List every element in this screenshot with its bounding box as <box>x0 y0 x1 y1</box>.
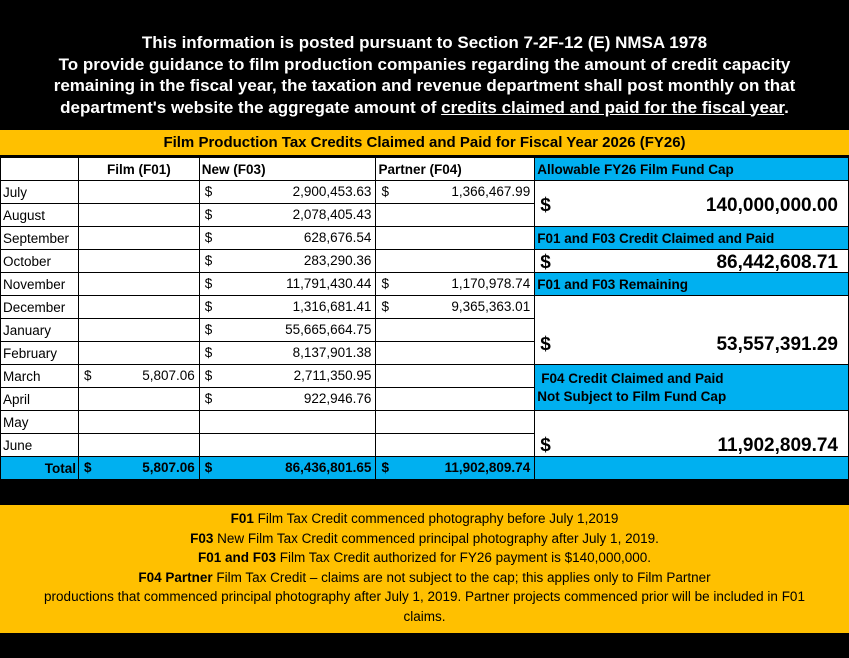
table-row <box>1 411 849 434</box>
new-cell-value: 11,791,430.44 <box>286 276 372 291</box>
total-film-cell <box>78 457 199 480</box>
total-new-value: 86,436,801.65 <box>285 460 372 475</box>
table-row <box>1 250 849 273</box>
page-header <box>0 32 849 118</box>
footer-f01-text: Film Tax Credit commenced photography before July 1,2019 <box>253 511 619 526</box>
partner-cell <box>376 227 535 250</box>
footer-f04-text-1: Film Tax Credit – claims are not subject to the cap; this applies only to Film Partner <box>212 569 711 585</box>
currency-symbol: $ <box>204 230 213 245</box>
new-cell-value: 2,711,350.95 <box>293 368 372 383</box>
partner-cell <box>376 342 535 365</box>
new-cell <box>199 411 376 434</box>
total-side-filler <box>535 457 849 480</box>
month-cell: November <box>1 273 79 296</box>
new-cell <box>199 227 376 250</box>
film-cell <box>78 365 199 388</box>
new-cell <box>199 342 376 365</box>
table-row <box>1 273 849 296</box>
cap-label: Allowable FY26 Film Fund Cap <box>535 158 849 181</box>
header-line-4-suffix: . <box>784 97 789 117</box>
partner-cell <box>376 204 535 227</box>
new-cell <box>199 273 376 296</box>
currency-symbol: $ <box>540 195 551 216</box>
f04-value-amount: 11,902,809.74 <box>717 435 838 456</box>
total-label: Total <box>1 457 79 480</box>
film-cell <box>78 434 199 457</box>
new-cell-value: 628,676.54 <box>303 230 372 245</box>
total-partner-cell <box>376 457 535 480</box>
f04-value <box>535 411 849 457</box>
footer-note-f04-end: claims. <box>403 608 446 624</box>
partner-cell <box>376 250 535 273</box>
currency-symbol: $ <box>540 435 551 456</box>
footer-note-f01f03 <box>0 548 849 568</box>
new-cell <box>199 365 376 388</box>
new-cell <box>199 181 376 204</box>
footer-note-f01 <box>0 509 849 529</box>
partner-cell <box>376 411 535 434</box>
month-header-cell <box>1 158 79 181</box>
claimed-label: F01 and F03 Credit Claimed and Paid <box>535 227 849 250</box>
partner-cell <box>376 365 535 388</box>
footer-note-f04 <box>0 568 849 588</box>
header-line-4-underlined: credits claimed and paid for the fiscal year <box>441 97 785 117</box>
table-row <box>1 365 849 388</box>
new-cell <box>199 319 376 342</box>
currency-symbol: $ <box>204 322 213 337</box>
f04-label-line-2: Not Subject to Film Fund Cap <box>537 388 727 404</box>
partner-cell <box>376 181 535 204</box>
currency-symbol: $ <box>204 207 213 222</box>
partner-cell <box>376 296 535 319</box>
new-cell <box>199 250 376 273</box>
film-cell <box>78 250 199 273</box>
film-cell <box>78 411 199 434</box>
currency-symbol: $ <box>204 391 213 406</box>
currency-symbol: $ <box>83 460 92 475</box>
film-cell <box>78 227 199 250</box>
remaining-value <box>535 296 849 365</box>
currency-symbol: $ <box>381 299 389 314</box>
film-cell <box>78 296 199 319</box>
f04-label-line-1: F04 Credit Claimed and Paid <box>541 370 724 386</box>
month-cell: June <box>1 434 79 457</box>
claimed-value-amount: 86,442,608.71 <box>716 252 838 273</box>
new-cell-value: 8,137,901.38 <box>292 345 372 360</box>
footer-f01f03-label: F01 and F03 <box>198 550 277 565</box>
new-cell <box>199 296 376 319</box>
footer-note-f03 <box>0 529 849 549</box>
currency-symbol: $ <box>204 299 213 314</box>
total-film-value: 5,807.06 <box>142 460 195 475</box>
partner-cell <box>376 273 535 296</box>
currency-symbol: $ <box>83 368 92 383</box>
currency-symbol: $ <box>381 460 389 475</box>
partner-cell <box>376 319 535 342</box>
film-cell-value: 5,807.06 <box>142 368 195 383</box>
month-cell: April <box>1 388 79 411</box>
film-cell <box>78 204 199 227</box>
currency-symbol: $ <box>540 252 551 273</box>
currency-symbol: $ <box>381 184 389 199</box>
footer-f01f03-text: Film Tax Credit authorized for FY26 payment is $140,000,000. <box>276 550 651 565</box>
total-row <box>1 457 849 480</box>
partner-cell-value: 1,366,467.99 <box>451 184 531 199</box>
total-new-cell <box>199 457 376 480</box>
partner-column-header: Partner (F04) <box>376 158 535 181</box>
partner-cell <box>376 434 535 457</box>
month-cell: January <box>1 319 79 342</box>
currency-symbol: $ <box>204 276 213 291</box>
film-column-header: Film (F01) <box>78 158 199 181</box>
currency-symbol: $ <box>204 460 213 475</box>
new-cell <box>199 204 376 227</box>
film-cell <box>78 181 199 204</box>
month-cell: May <box>1 411 79 434</box>
partner-cell-value: 1,170,978.74 <box>451 276 531 291</box>
new-cell-value: 922,946.76 <box>303 391 372 406</box>
partner-cell-value: 9,365,363.01 <box>451 299 531 314</box>
footer-notes <box>0 505 849 633</box>
footer-f03-text: New Film Tax Credit commenced principal photography after July 1, 2019. <box>213 530 659 546</box>
film-cell <box>78 342 199 365</box>
footer-f03-label: F03 <box>190 530 214 546</box>
header-line-4 <box>0 97 849 119</box>
currency-symbol: $ <box>204 184 213 199</box>
currency-symbol: $ <box>204 253 213 268</box>
currency-symbol: $ <box>540 334 551 355</box>
month-cell: March <box>1 365 79 388</box>
table-title: Film Production Tax Credits Claimed and Paid for Fiscal Year 2026 (FY26) <box>0 129 849 156</box>
footer-f01-label: F01 <box>230 511 254 526</box>
column-header-row <box>1 158 849 181</box>
remaining-label: F01 and F03 Remaining <box>535 273 849 296</box>
new-column-header: New (F03) <box>199 158 376 181</box>
month-cell: February <box>1 342 79 365</box>
film-cell <box>78 273 199 296</box>
header-line-3: remaining in the fiscal year, the taxation and revenue department shall post monthly on that <box>53 76 796 95</box>
new-cell-value: 2,078,405.43 <box>292 207 372 222</box>
footer-f04-label: F04 Partner <box>138 569 213 585</box>
currency-symbol: $ <box>204 368 213 383</box>
header-line-1: This information is posted pursuant to Section 7-2F-12 (E) NMSA 1978 <box>141 33 708 52</box>
f04-label <box>535 365 849 411</box>
total-partner-value: 11,902,809.74 <box>444 460 531 475</box>
film-cell <box>78 319 199 342</box>
month-cell: December <box>1 296 79 319</box>
new-cell-value: 283,290.36 <box>303 253 372 268</box>
cap-value-amount: 140,000,000.00 <box>705 195 838 216</box>
film-cell <box>78 388 199 411</box>
new-cell-value: 2,900,453.63 <box>292 184 372 199</box>
remaining-value-amount: 53,557,391.29 <box>716 334 838 355</box>
header-line-2: To provide guidance to film production companies regarding the amount of credit capacity <box>58 54 791 74</box>
credits-table <box>0 157 849 480</box>
table-row <box>1 227 849 250</box>
new-cell-value: 1,316,681.41 <box>292 299 372 314</box>
currency-symbol: $ <box>381 276 389 291</box>
month-cell: July <box>1 181 79 204</box>
table-row <box>1 296 849 319</box>
month-cell: October <box>1 250 79 273</box>
cap-value <box>535 181 849 227</box>
new-cell-value: 55,665,664.75 <box>285 322 372 337</box>
header-line-4-prefix: department's website the aggregate amount of <box>60 97 442 117</box>
month-cell: August <box>1 204 79 227</box>
footer-note-f04-cont: productions that commenced principal photography after July 1, 2019. Partner projects commenced prior will be included in F01 <box>44 589 805 604</box>
claimed-value <box>535 250 849 273</box>
new-cell <box>199 434 376 457</box>
partner-cell <box>376 388 535 411</box>
table-row <box>1 181 849 204</box>
currency-symbol: $ <box>204 345 213 360</box>
new-cell <box>199 388 376 411</box>
month-cell: September <box>1 227 79 250</box>
